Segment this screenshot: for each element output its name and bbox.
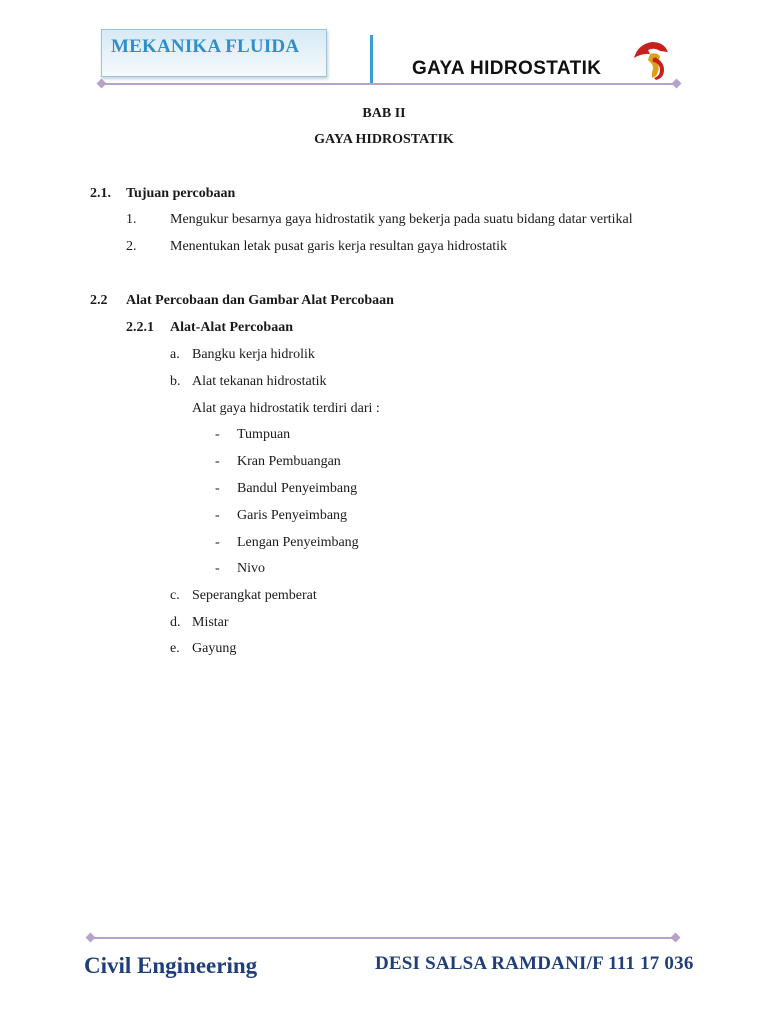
list-item: Bangku kerja hidrolik <box>192 347 315 362</box>
course-title: MEKANIKA FLUIDA <box>111 36 300 57</box>
footer-author: DESI SALSA RAMDANI/F 111 17 036 <box>375 953 694 974</box>
header-rule <box>101 83 677 85</box>
bullet-item: Bandul Penyeimbang <box>237 481 358 496</box>
list-item-marker: d. <box>170 615 181 630</box>
list-note: Alat gaya hidrostatik terdiri dari : <box>192 401 380 416</box>
university-emblem-icon <box>630 38 672 82</box>
footer-department: Civil Engineering <box>84 953 258 978</box>
chapter-number: BAB II <box>362 106 406 121</box>
bullet-item: Tumpuan <box>237 427 291 442</box>
list-item: Gayung <box>192 641 237 656</box>
bullet-marker: - <box>215 561 220 576</box>
bullet-marker: - <box>215 427 220 442</box>
list-item-marker: b. <box>170 374 181 389</box>
subsection-title: Alat-Alat Percobaan <box>170 320 293 335</box>
bullet-marker: - <box>215 535 220 550</box>
header-divider <box>370 35 373 83</box>
bullet-marker: - <box>215 508 220 523</box>
list-item-marker: 2. <box>126 239 137 254</box>
section-title: Tujuan percobaan <box>126 186 236 201</box>
list-item-marker: c. <box>170 588 180 603</box>
list-item-marker: e. <box>170 641 180 656</box>
bullet-item: Lengan Penyeimbang <box>237 535 359 550</box>
footer-rule <box>90 937 676 939</box>
list-item-marker: 1. <box>126 212 137 227</box>
bullet-marker: - <box>215 481 220 496</box>
section-number: 2.1. <box>90 186 111 201</box>
list-item: Seperangkat pemberat <box>192 588 317 603</box>
chapter-title: GAYA HIDROSTATIK <box>314 132 454 147</box>
list-item: Mengukur besarnya gaya hidrostatik yang bekerja pada suatu bidang datar vertikal <box>170 212 633 227</box>
bullet-item: Nivo <box>237 561 265 576</box>
list-item-marker: a. <box>170 347 180 362</box>
list-item: Mistar <box>192 615 229 630</box>
list-item: Alat tekanan hidrostatik <box>192 374 327 389</box>
subsection-number: 2.2.1 <box>126 320 154 335</box>
course-title-box <box>101 29 327 77</box>
bullet-item: Kran Pembuangan <box>237 454 341 469</box>
bullet-item: Garis Penyeimbang <box>237 508 348 523</box>
bullet-marker: - <box>215 454 220 469</box>
section-number: 2.2 <box>90 293 108 308</box>
section-title: Alat Percobaan dan Gambar Alat Percobaan <box>126 293 394 308</box>
list-item: Menentukan letak pusat garis kerja resultan gaya hidrostatik <box>170 239 508 254</box>
page-topic-title: GAYA HIDROSTATIK <box>412 58 602 79</box>
